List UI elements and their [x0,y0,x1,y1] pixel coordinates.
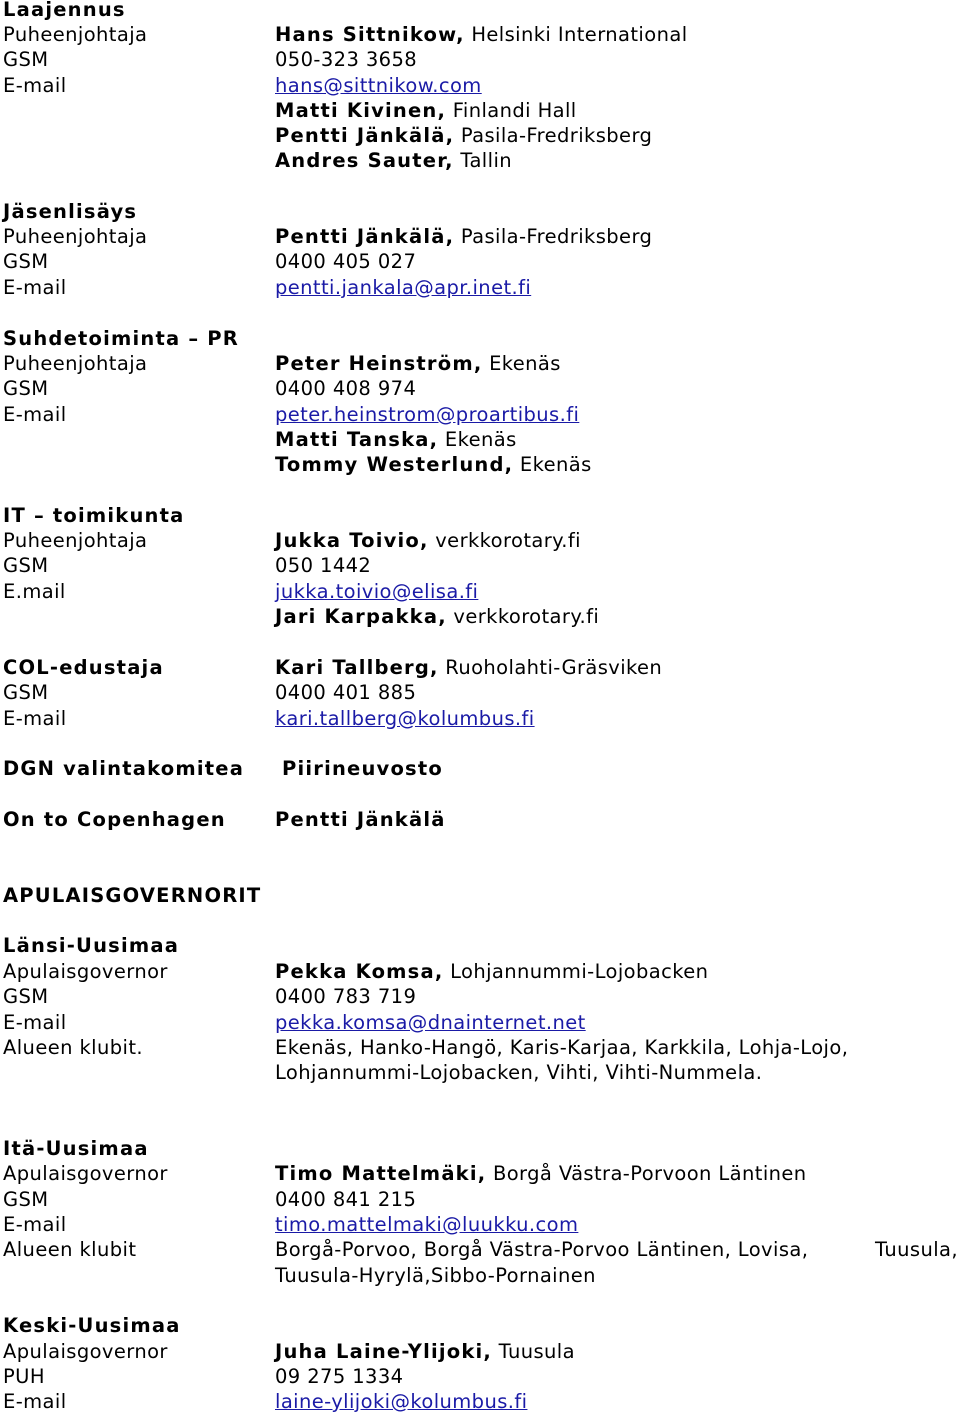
email-link[interactable]: pentti.jankala@apr.inet.fi [275,276,532,299]
suhdetoiminta-gsm-row [3,376,958,401]
member-name: Tommy Westerlund, [275,453,514,476]
email-link[interactable]: pekka.komsa@dnainternet.net [275,1011,586,1034]
gsm-label: GSM [3,377,49,400]
lansi-clubs-row-2 [3,1060,958,1085]
member-club: Pasila-Fredriksberg [460,124,653,147]
lansi-email-row [3,1010,958,1035]
clubs-line-1: Borgå-Porvoo, Borgå Västra-Porvoo Läntinen, Lovisa, [275,1238,809,1261]
member-row [3,427,958,452]
email-link[interactable]: timo.mattelmaki@luukku.com [275,1213,579,1236]
gsm-label: GSM [3,985,49,1008]
gsm-label: GSM [3,554,49,577]
puh-value: 09 275 1334 [275,1365,404,1388]
lansi-clubs-row [3,1035,958,1060]
gsm-label: GSM [3,48,49,71]
chair-name: Hans Sittnikow, [275,23,465,46]
it-gsm-row [3,553,958,578]
member-name: Jari Karpakka, [275,605,447,628]
ita-clubs-row [3,1237,958,1262]
member-name: Pentti Jänkälä, [275,124,455,147]
member-row [3,123,958,148]
gsm-value: 0400 408 974 [275,377,417,400]
ag-name: Pekka Komsa, [275,960,444,983]
email-label: E-mail [3,1390,67,1413]
ag-label: Apulaisgovernor [3,960,168,983]
ag-label: Apulaisgovernor [3,1162,168,1185]
chair-label: Puheenjohtaja [3,529,148,552]
jasenlisays-email-row [3,275,958,300]
jasenlisays-chair-row [3,224,958,249]
ita-ag-row [3,1161,958,1186]
member-name: Matti Tanska, [275,428,439,451]
clubs-line-1: Ekenäs, Hanko-Hangö, Karis-Karjaa, Karkkila, Lohja-Lojo, [275,1036,849,1059]
jasenlisays-gsm-row [3,249,958,274]
section-heading-it: IT – toimikunta [3,504,185,527]
email-label: E-mail [3,74,67,97]
member-club: verkkorotary.fi [453,605,600,628]
col-email-row [3,706,958,731]
puh-label: PUH [3,1365,45,1388]
dgn-row [3,756,958,781]
gsm-value: 050 1442 [275,554,372,577]
email-link[interactable]: peter.heinstrom@proartibus.fi [275,403,580,426]
gsm-value: 050-323 3658 [275,48,418,71]
section-heading-dgn: DGN valintakomitea [3,757,245,780]
keski-email-row [3,1389,958,1414]
col-row [3,655,958,680]
ita-email-row [3,1212,958,1237]
suhdetoiminta-chair-row [3,351,958,376]
dgn-value: Piirineuvosto [282,757,443,780]
email-label: E-mail [3,276,67,299]
gsm-value: 0400 841 215 [275,1188,417,1211]
member-name: Matti Kivinen, [275,99,447,122]
copenhagen-value: Pentti Jänkälä [275,808,446,831]
clubs-line-2: Lohjannummi-Lojobacken, Vihti, Vihti-Nummela. [275,1061,763,1084]
it-chair-row [3,528,958,553]
gsm-label: GSM [3,250,49,273]
email-label: E-mail [3,1011,67,1034]
clubs-label: Alueen klubit. [3,1036,143,1059]
chair-club: verkkorotary.fi [435,529,581,552]
chair-name: Peter Heinström, [275,352,483,375]
chair-name: Jukka Toivio, [275,529,429,552]
gsm-value: 0400 401 885 [275,681,417,704]
member-club: Finlandi Hall [452,99,577,122]
section-heading-suhdetoiminta: Suhdetoiminta – PR [3,327,239,350]
col-name: Kari Tallberg, [275,656,439,679]
member-name: Andres Sauter, [275,149,454,172]
chair-label: Puheenjohtaja [3,352,148,375]
clubs-line-2: Tuusula-Hyrylä,Sibbo-Pornainen [275,1264,596,1287]
member-club: Ekenäs [519,453,592,476]
lansi-ag-row [3,959,958,984]
email-link[interactable]: jukka.toivio@elisa.fi [275,580,479,603]
section-heading-jasenlisays: Jäsenlisäys [3,200,138,223]
section-heading-col: COL-edustaja [3,656,164,679]
email-link[interactable]: laine-ylijoki@kolumbus.fi [275,1390,528,1413]
suhdetoiminta-email-row [3,402,958,427]
member-club: Tallin [460,149,513,172]
laajennus-email-row [3,73,958,98]
email-label: E-mail [3,707,67,730]
section-heading-laajennus: Laajennus [3,0,126,21]
chair-club: Ekenäs [489,352,561,375]
email-link[interactable]: kari.tallberg@kolumbus.fi [275,707,535,730]
ita-clubs-row-2 [3,1263,958,1288]
lansi-gsm-row [3,984,958,1009]
ag-club: Lohjannummi-Lojobacken [450,960,709,983]
member-row [3,604,958,629]
clubs-line-1-end: Tuusula, [875,1238,958,1261]
clubs-label: Alueen klubit [3,1238,137,1261]
gsm-value: 0400 405 027 [275,250,417,273]
keski-puh-row [3,1364,958,1389]
ag-name: Juha Laine-Ylijoki, [275,1340,493,1363]
section-heading-apulaisgovernorit: APULAISGOVERNORIT [3,884,262,907]
it-email-row [3,579,958,604]
chair-club: Helsinki International [471,23,688,46]
gsm-value: 0400 783 719 [275,985,417,1008]
member-row [3,148,958,173]
email-label: E.mail [3,580,66,603]
region-heading-keski: Keski-Uusimaa [3,1314,181,1337]
laajennus-gsm-row [3,47,958,72]
chair-club: Pasila-Fredriksberg [460,225,653,248]
copenhagen-row [3,807,958,832]
ita-gsm-row [3,1187,958,1212]
gsm-label: GSM [3,681,49,704]
member-row [3,98,958,123]
gsm-label: GSM [3,1188,49,1211]
member-club: Ekenäs [444,428,517,451]
region-heading-ita: Itä-Uusimaa [3,1137,149,1160]
ag-club: Tuusula [498,1340,575,1363]
ag-name: Timo Mattelmäki, [275,1162,487,1185]
keski-ag-row [3,1339,958,1364]
section-heading-copenhagen: On to Copenhagen [3,808,226,831]
col-gsm-row [3,680,958,705]
email-label: E-mail [3,403,67,426]
chair-label: Puheenjohtaja [3,23,148,46]
ag-label: Apulaisgovernor [3,1340,168,1363]
laajennus-chair-row [3,22,958,47]
email-link[interactable]: hans@sittnikow.com [275,74,482,97]
chair-name: Pentti Jänkälä, [275,225,455,248]
email-label: E-mail [3,1213,67,1236]
ag-club: Borgå Västra-Porvoon Läntinen [492,1162,807,1185]
col-club: Ruoholahti-Gräsviken [445,656,663,679]
chair-label: Puheenjohtaja [3,225,148,248]
region-heading-lansi: Länsi-Uusimaa [3,934,180,957]
member-row [3,452,958,477]
